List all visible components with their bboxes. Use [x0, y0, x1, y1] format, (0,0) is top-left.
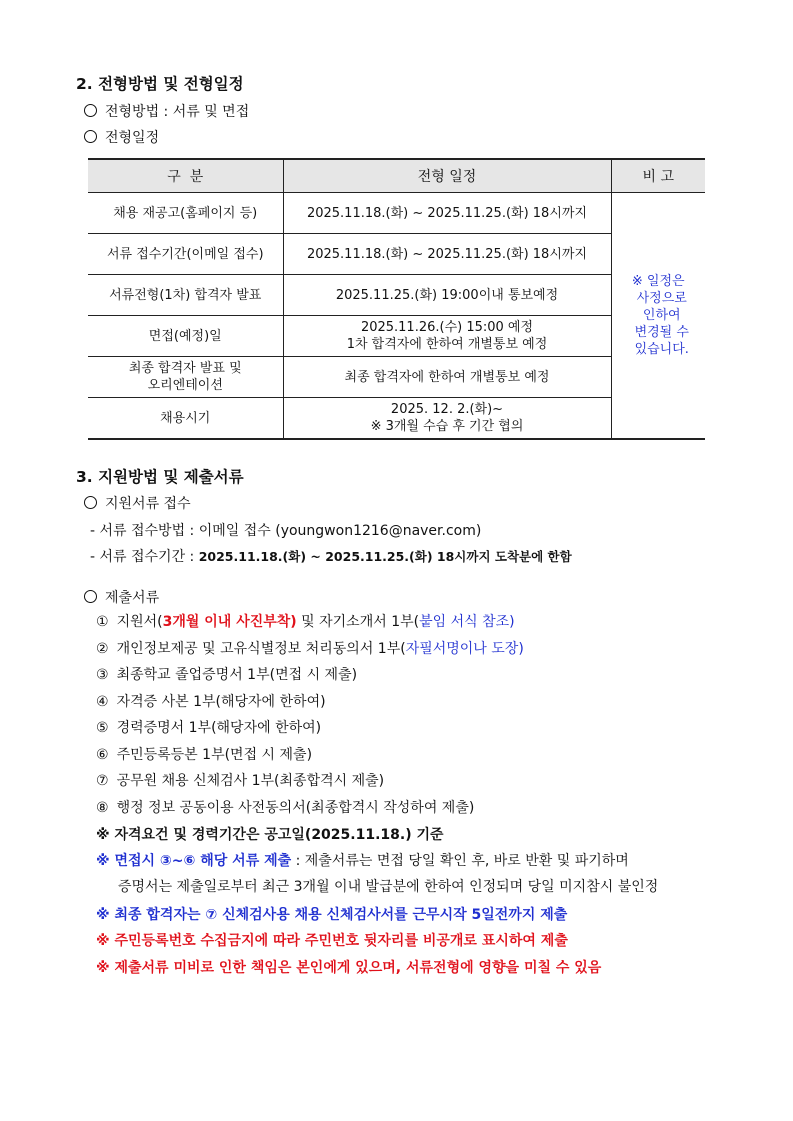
table-header-row: [88, 159, 705, 193]
row-schedule: 2025.11.18.(화) ~ 2025.11.25.(화) 18시까지: [283, 234, 611, 275]
item-number: ⑦: [96, 773, 109, 789]
document-item: [96, 770, 384, 790]
submission-period: - 서류 접수기간 : 2025.11.18.(화) ~ 2025.11.25.(화) 18시까지 도착분에 한함: [90, 549, 572, 565]
item-number: ③: [96, 667, 109, 683]
note-text: : 제출서류는 면접 당일 확인 후, 바로 반환 및 파기하며: [291, 853, 629, 869]
row-category: 서류전형(1차) 합격자 발표: [88, 275, 283, 316]
item-text: 최종학교 졸업증명서 1부(면접 시 제출): [116, 667, 358, 683]
document-item: [96, 638, 524, 658]
item-number: ⑤: [96, 720, 109, 736]
row-category: 채용시기: [88, 398, 283, 440]
item-text: 개인정보제공 및 고유식별정보 처리동의서 1부(: [116, 640, 406, 657]
row-schedule: 2025.11.25.(화) 19:00이내 통보예정: [283, 275, 611, 316]
schedule-line: 전형일정: [84, 127, 159, 147]
document-item: [96, 664, 357, 684]
section-2-title: 2. 전형방법 및 전형일정: [76, 75, 244, 93]
note-item: ※ 자격요건 및 경력기간은 공고일(2025.11.18.) 기준: [96, 827, 444, 843]
item-number: ②: [96, 640, 109, 657]
row-schedule: 2025.11.18.(화) ~ 2025.11.25.(화) 18시까지: [283, 193, 611, 234]
item-number: ⑥: [96, 746, 109, 763]
item-text: 붙임 서식 참조): [419, 614, 515, 630]
circle-bullet-icon: [84, 104, 97, 117]
note-highlight: ※ 면접시 ③~⑥ 해당 서류 제출: [96, 853, 292, 869]
item-text: 지원서(: [116, 614, 163, 630]
item-text: 3개월 이내 사진부착): [162, 614, 297, 630]
item-text: 자격증 사본 1부(해당자에 한하여): [116, 693, 326, 710]
note-item: [96, 850, 629, 870]
note-item: ※ 제출서류 미비로 인한 책임은 본인에게 있으며, 서류전형에 영향을 미칠 수 있음: [96, 960, 602, 976]
item-text: 및 자기소개서 1부(: [296, 614, 420, 630]
section-3-title: 3. 지원방법 및 제출서류: [76, 468, 244, 486]
item-text: 공무원 채용 신체검사 1부(최종합격시 제출): [116, 773, 385, 789]
note-line: 사정으로: [636, 291, 687, 306]
document-item: [96, 797, 474, 817]
row-schedule: 최종 합격자에 한하여 개별통보 예정: [283, 357, 611, 398]
document-item: [96, 744, 312, 764]
item-text: 자필서명이나 도장): [405, 640, 524, 657]
item-text: 경력증명서 1부(해당자에 한하여): [116, 720, 322, 736]
note-line: 변경될 수: [634, 325, 689, 340]
row-schedule: 2025. 12. 2.(화)~ ※ 3개월 수습 후 기간 협의: [283, 398, 611, 440]
row-category: 서류 접수기간(이메일 접수): [88, 234, 283, 275]
schedule-table: [88, 158, 705, 440]
circle-bullet-icon: [84, 130, 97, 143]
table-row: [88, 193, 705, 234]
row-category: 면접(예정)일: [88, 316, 283, 357]
docs-line: 제출서류: [84, 587, 159, 607]
circle-bullet-icon: [84, 590, 97, 603]
apply-line: 지원서류 접수: [84, 493, 191, 513]
note-line: 있습니다.: [634, 342, 689, 357]
note-text-line2: 증명서는 제출일로부터 최근 3개월 이내 발급분에 한하여 인정되며 당일 미지참시 불인정: [118, 879, 659, 895]
row-schedule: 2025.11.26.(수) 15:00 예정 1차 합격자에 한하여 개별통보 예정: [283, 316, 611, 357]
note-item: ※ 최종 합격자는 ⑦ 신체검사용 채용 신체검사서를 근무시작 5일전까지 제출: [96, 907, 568, 923]
item-number: ⑧: [96, 799, 109, 816]
circle-bullet-icon: [84, 496, 97, 509]
document-item: [96, 691, 326, 711]
document-item: [96, 717, 321, 737]
item-number: ①: [96, 614, 109, 630]
document-item: [96, 611, 515, 631]
header-schedule: 전형 일정: [283, 159, 611, 193]
header-category: 구 분: [88, 159, 283, 193]
note-item: ※ 주민등록번호 수집금지에 따라 주민번호 뒷자리를 비공개로 표시하여 제출: [96, 933, 568, 949]
note-line: ※ 일정은: [631, 274, 685, 289]
row-category: 최종 합격자 발표 및 오리엔테이션: [88, 357, 283, 398]
item-number: ④: [96, 693, 109, 710]
item-text: 행정 정보 공동이용 사전동의서(최종합격시 작성하여 제출): [116, 799, 475, 816]
note-line: 인하여: [642, 308, 681, 323]
schedule-note: [611, 193, 705, 440]
method-of-submission: - 서류 접수방법 : 이메일 접수 (youngwon1216@naver.com): [90, 523, 482, 539]
row-category: 채용 재공고(홈페이지 등): [88, 193, 283, 234]
item-text: 주민등록등본 1부(면접 시 제출): [116, 746, 313, 763]
header-note: 비 고: [611, 159, 705, 193]
method-line: 전형방법 : 서류 및 면접: [84, 101, 249, 121]
